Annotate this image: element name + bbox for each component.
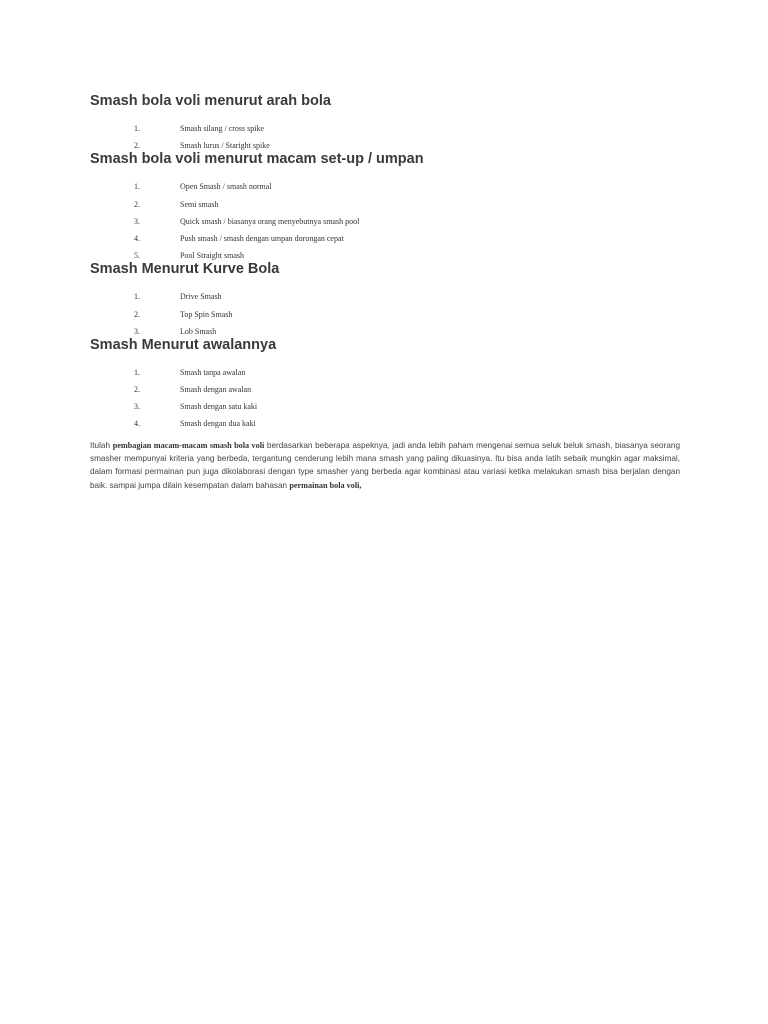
list-number: 3.	[134, 402, 140, 412]
list-text: Drive Smash	[180, 292, 222, 302]
list-text: Smash dengan awalan	[180, 385, 252, 395]
list-number: 2.	[134, 199, 140, 209]
list-item	[90, 288, 680, 305]
list-number: 3.	[134, 326, 140, 336]
list-text: Quick smash / biasanya orang menyebutnya smash pool	[180, 216, 360, 226]
list-number: 4.	[134, 419, 140, 429]
list-text: Semi smash	[180, 199, 219, 209]
list-item	[90, 306, 680, 323]
list-set-up	[90, 178, 680, 264]
list-number: 1.	[134, 182, 140, 192]
list-text: Smash lurus / Staright spike	[180, 141, 270, 151]
section-heading-arah-bola: Smash bola voli menurut arah bola	[90, 93, 331, 109]
list-text: Top Spin Smash	[180, 309, 233, 319]
section-heading-awalan: Smash Menurut awalannya	[90, 336, 277, 353]
list-item	[90, 323, 680, 340]
summary-text: Itulah	[90, 440, 113, 450]
document-page	[90, 90, 680, 492]
list-number: 2.	[134, 141, 140, 151]
list-item	[90, 196, 680, 213]
list-arah-bola	[90, 120, 680, 154]
section-heading-kurve-bola: Smash Menurut Kurve Bola	[90, 261, 280, 278]
list-item	[90, 230, 680, 247]
list-text: Smash dengan dua kaki	[180, 419, 256, 429]
summary-bold-link: permainan bola voli,	[289, 480, 362, 490]
list-item	[90, 178, 680, 195]
list-number: 2.	[134, 385, 140, 395]
list-item	[90, 247, 680, 264]
list-text: Lob Smash	[180, 326, 217, 336]
list-item	[90, 364, 680, 381]
list-text: Push smash / smash dengan umpan dorongan cepat	[180, 233, 344, 243]
list-text: Open Smash / smash normal	[180, 182, 272, 192]
list-number: 5.	[134, 251, 140, 261]
list-item	[90, 415, 680, 432]
section-heading-set-up: Smash bola voli menurut macam set-up / umpan	[90, 151, 424, 168]
list-text: Smash tanpa awalan	[180, 367, 246, 377]
summary-bold-link: pembagian macam-macam smash bola voli	[112, 440, 265, 450]
list-text: Smash silang / cross spike	[180, 124, 264, 133]
list-number: 4.	[134, 233, 140, 243]
list-number: 2.	[134, 309, 140, 319]
list-awalan	[90, 364, 680, 433]
list-number: 3.	[134, 216, 140, 226]
list-item	[90, 381, 680, 398]
list-kurve-bola	[90, 288, 680, 340]
list-text: Pool Straight smash	[180, 251, 245, 261]
list-item	[90, 213, 680, 230]
list-item	[90, 120, 680, 137]
summary-paragraph	[90, 439, 680, 493]
list-number: 1.	[134, 367, 140, 377]
list-item	[90, 398, 680, 415]
list-number: 1.	[134, 124, 140, 133]
list-number: 1.	[134, 292, 140, 302]
list-text: Smash dengan satu kaki	[180, 402, 258, 412]
list-item	[90, 137, 680, 154]
summary-text: berdasarkan beberapa aspeknya, jadi anda lebih paham mengenai semua seluk beluk smash, biasanya seorang smasher mempunyai kriteria yang berbeda, tergantung cenderung lebih mana smash yang paling dikuasinya. Itu bisa anda latih sebaik mungkin agar maksimal, dalam formasi permainan pun juga dikolaborasi dengan type smasher yang berbeda agar kombinasi atau variasi ketika melakukan smash bisa berjalan dengan baik. sampai jumpa dilain kesempatan dalam bahasan	[90, 440, 681, 490]
